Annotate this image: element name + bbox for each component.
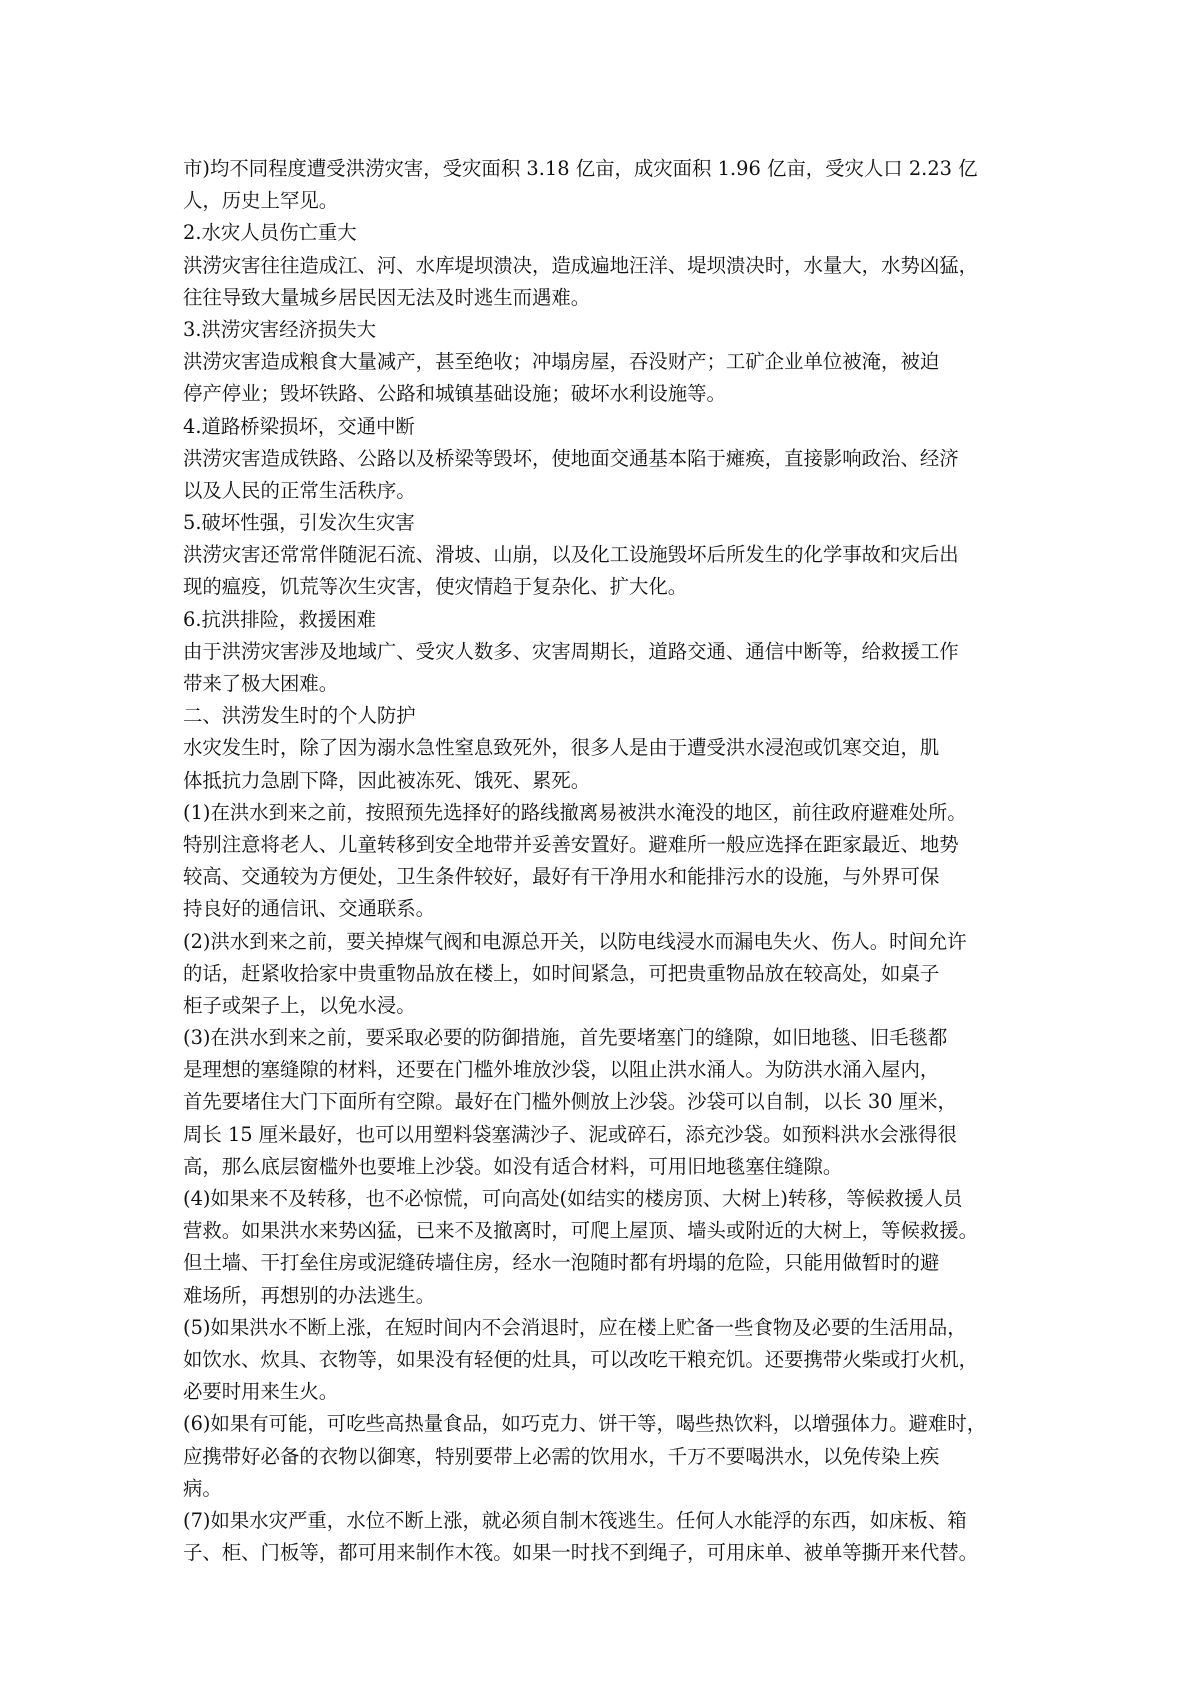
text-line: 市)均不同程度遭受洪涝灾害，受灾面积 3.18 亿亩，成灾面积 1.96 亿亩，受灾人口 2.23 亿 bbox=[183, 157, 978, 180]
text-line: 持良好的通信讯、交通联系。 bbox=[183, 897, 436, 921]
text-line: 体抵抗力急剧下降，因此被冻死、饿死、累死。 bbox=[183, 768, 591, 792]
text-line: 特别注意将老人、儿童转移到安全地带并妥善安置好。避难所一般应选择在距家最近、地势 bbox=[183, 832, 959, 856]
text-line: (1)在洪水到来之前，按照预先选择好的路线撤离易被洪水淹没的地区，前往政府避难处所。 bbox=[183, 800, 967, 824]
text-line: 洪涝灾害造成铁路、公路以及桥梁等毁坏，使地面交通基本陷于瘫痪，直接影响政治、经济 bbox=[183, 446, 959, 470]
text-line: 停产停业；毁坏铁路、公路和城镇基础设施；破坏水利设施等。 bbox=[183, 382, 726, 406]
text-line: 必要时用来生火。 bbox=[183, 1380, 339, 1404]
text-line: 往往导致大量城乡居民因无法及时逃生而遇难。 bbox=[183, 285, 591, 309]
text-line: 难场所，再想别的办法逃生。 bbox=[183, 1283, 436, 1307]
text-line: 洪涝灾害还常常伴随泥石流、滑坡、山崩，以及化工设施毁坏后所发生的化学事故和灾后出 bbox=[183, 543, 959, 567]
text-line: 洪涝灾害往往造成江、河、水库堤坝溃决，造成遍地汪洋、堤坝溃决时，水量大，水势凶猛， bbox=[183, 253, 979, 277]
document-body bbox=[183, 153, 1038, 1569]
text-line: 病。 bbox=[183, 1476, 222, 1500]
text-line: 是理想的塞缝隙的材料，还要在门槛外堆放沙袋，以阻止洪水涌人。为防洪水涌入屋内， bbox=[183, 1058, 940, 1082]
text-line: (7)如果水灾严重，水位不断上涨，就必须自制木筏逃生。任何人水能浮的东西，如床板、箱 bbox=[183, 1508, 967, 1532]
text-line: 柜子或架子上，以免水浸。 bbox=[183, 993, 416, 1017]
text-line: 3.洪涝灾害经济损失大 bbox=[183, 317, 377, 341]
text-line: 6.抗洪排险，救援困难 bbox=[183, 607, 377, 631]
text-line: 带来了极大困难。 bbox=[183, 672, 339, 695]
text-line: 高，那么底层窗槛外也要堆上沙袋。如没有适合材料，可用旧地毯塞住缝隙。 bbox=[183, 1154, 843, 1178]
text-line: (6)如果有可能，可吃些高热量食品，如巧克力、饼干等，喝些热饮料，以增强体力。避难时， bbox=[183, 1412, 987, 1436]
text-line: 二、洪涝发生时的个人防护 bbox=[183, 704, 416, 728]
text-line: 由于洪涝灾害涉及地域广、受灾人数多、灾害周期长，道路交通、通信中断等，给救援工作 bbox=[183, 639, 959, 663]
text-line: 应携带好必备的衣物以御寒，特别要带上必需的饮用水，千万不要喝洪水，以免传染上疾 bbox=[183, 1444, 940, 1468]
text-line: 子、柜、门板等，都可用来制作木筏。如果一时找不到绳子，可用床单、被单等撕开来代替。 bbox=[183, 1541, 979, 1565]
text-line: 周长 15 厘米最好，也可以用塑料袋塞满沙子、泥或碎石，添充沙袋。如预料洪水会涨得很 bbox=[183, 1122, 957, 1146]
text-line: 2.水灾人员伤亡重大 bbox=[183, 221, 357, 245]
text-line: 营救。如果洪水来势凶猛，已来不及撤离时，可爬上屋顶、墙头或附近的大树上，等候救援。 bbox=[183, 1219, 979, 1243]
text-line: 首先要堵住大门下面所有空隙。最好在门槛外侧放上沙袋。沙袋可以自制，以长 30 厘米， bbox=[183, 1090, 957, 1114]
text-line: 人，历史上罕见。 bbox=[183, 189, 339, 213]
text-line: 但土墙、干打垒住房或泥缝砖墙住房，经水一泡随时都有坍塌的危险，只能用做暂时的避 bbox=[183, 1251, 940, 1275]
text-line: 水灾发生时，除了因为溺水急性窒息致死外，很多人是由于遭受洪水浸泡或饥寒交迫，肌 bbox=[183, 736, 940, 760]
text-line: (2)洪水到来之前，要关掉煤气阀和电源总开关，以防电线浸水而漏电失火、伤人。时间允许 bbox=[183, 929, 967, 953]
text-line: (3)在洪水到来之前，要采取必要的防御措施，首先要堵塞门的缝隙，如旧地毯、旧毛毯都 bbox=[183, 1026, 948, 1050]
text-line: 较高、交通较为方便处，卫生条件较好，最好有干净用水和能排污水的设施，与外界可保 bbox=[183, 865, 940, 889]
text-line: 5.破坏性强，引发次生灾害 bbox=[183, 511, 415, 535]
text-line: 以及人民的正常生活秩序。 bbox=[183, 478, 416, 502]
text-line: 4.道路桥梁损坏，交通中断 bbox=[183, 414, 415, 438]
text-line: 如饮水、炊具、衣物等，如果没有轻便的灶具，可以改吃干粮充饥。还要携带火柴或打火机， bbox=[183, 1347, 979, 1371]
text-line: (5)如果洪水不断上涨，在短时间内不会消退时，应在楼上贮备一些食物及必要的生活用品， bbox=[183, 1315, 967, 1339]
text-line: 现的瘟疫，饥荒等次生灾害，使灾情趋于复杂化、扩大化。 bbox=[183, 575, 688, 599]
text-line: 的话，赶紧收拾家中贵重物品放在楼上，如时间紧急，可把贵重物品放在较高处，如桌子 bbox=[183, 961, 940, 985]
text-line: 洪涝灾害造成粮食大量减产，甚至绝收；冲塌房屋，吞没财产；工矿企业单位被淹，被迫 bbox=[183, 350, 940, 374]
text-line: (4)如果来不及转移，也不必惊慌，可向高处(如结实的楼房顶、大树上)转移，等候救援人员 bbox=[183, 1187, 963, 1210]
